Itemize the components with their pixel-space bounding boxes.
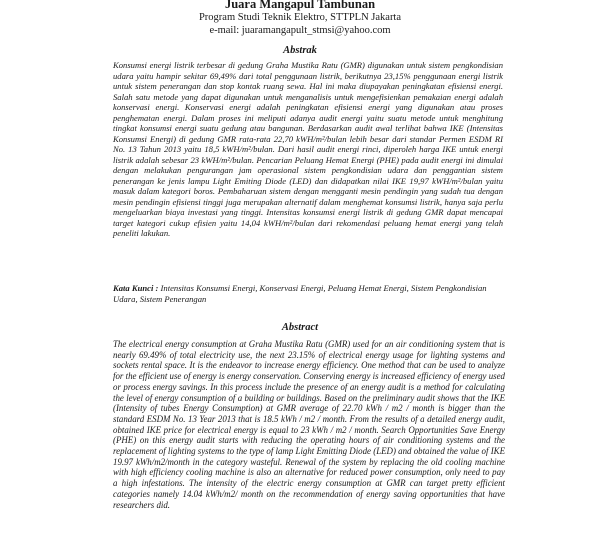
abstract-heading: Abstract	[281, 322, 319, 333]
abstrak-text: Konsumsi energi listrik terbesar di gedung Graha Mustika Ratu (GMR) digunakan untuk sistem pengkondisian udara yaitu hampir sekitar 69,49% dari total penggunaan listrik, berikutnya 23,15% penggunaan energi listrik untuk sistem penerangan dan stop kontak ruang sewa. Hal ini maka diupayakan peningkatan efisiensi energi. Salah satu metode yang dapat digunakan untuk menganalisis untuk mengefisienkan pemakaian energi adalah konservasi energi. Konservasi energi adalah peningkatan efisiensi energi yang digunakan atau proses penghematan energi. Dalam proses ini meliputi adanya audit energi yaitu suatu metode untuk menghitung tingkat konsumsi energi suatu gedung atau bangunan. Berdasarkan audit awal terlihat bahwa IKE (Intensitas Konsumsi Energi) di gedung GMR rata-rata 22,70 kWH/m²/bulan lebih besar dari standar Permen ESDM RI No. 13 Tahun 2013 yaitu 18,5 kWH/m²/bulan. Dari hasil audit energi rinci, diperoleh harga IKE untuk energi listrik adalah sebesar 23 kWH/m²/bulan. Pencarian Peluang Hemat Energi (PHE) pada audit energi ini dimulai dengan melakukan pengurangan jam operasional sistem pengkondisian udara dan penggantian sistem penerangan ke jenis lampu Light Emiting Diode (LED) dan didapatkan nilai IKE 19,97 kWH/m²/bulan yaitu masuk dalam kategori boros. Pembaharuan sistem dengan mengganti mesin pendingin yang sudah tua dengan mesin pendingin efisiensi tinggi juga merupakan alternatif dalam menghemat konsumsi listrik, hanya saja perlu mengeluarkan biaya investasi yang tinggi. Intensitas konsumsi energi listrik di gedung GMR dapat mencapai target kategori cukup efisien yaitu 14,04 kWH/m²/bulan dari rekomendasi peluang hemat energi yang telah peneliti lakukan.	[113, 60, 503, 238]
keywords-block	[113, 283, 503, 304]
author-affiliation: Program Studi Teknik Elektro, STTPLN Jakarta	[198, 12, 402, 23]
keywords-list: Intensitas Konsumsi Energi, Konservasi Energi, Peluang Hemat Energi, Sistem Pengkondisian Udara, Sistem Penerangan	[113, 283, 487, 304]
abstrak-heading: Abstrak	[283, 45, 317, 56]
abstract-text: The electrical energy consumption at Graha Mustika Ratu (GMR) used for an air conditioning system that is nearly 69.49% of total electricity use, the next 23.15% of electrical energy usage for lighting systems and sockets rental space. It is the endeavor to increase energy efficiency. One method that can be used to analyze for the efficient use of energy is energy conservation. Conserving energy is increased efficiency of energy used or process energy savings. In this process include the presence of an energy audit is a method for calculating the level of energy consumption of a building or buildings. Based on the preliminary audit shows that the IKE (Intensity of tubes Energy Consumption) at GMR average of 22.70 kWh / m2 / month is bigger than the standard ESDM No. 13 Year 2013 that is 18.5 kWh / m2 / month. From the results of a detailed energy audit, obtained IKE price for electrical energy is equal to 23 kWh / m2 / month. Search Opportunities Save Energy (PHE) on this energy audit starts with reducing the operating hours of air conditioning systems and the replacement of lighting systems to the type of lamp Light Emitting Diode (LED) and obtained the value of IKE 19.97 kWh/m2/month in the category wasteful. Renewal of the system by replacing the old cooling machine with high efficiency cooling machine is also an alternative for reduced power consumption, only need to pay a high infestations. The intensity of the electric energy consumption at GMR can target pretty efficient categories namely 14.04 kWh/m2/ month on the recommendation of energy saving opportunities that have researchers did.	[113, 339, 505, 510]
keywords-label: Kata Kunci :	[113, 283, 159, 293]
author-email: e-mail: juaramangapult_stmsi@yahoo.com	[209, 25, 391, 36]
author-name: Juara Mangapul Tambunan	[224, 0, 376, 11]
